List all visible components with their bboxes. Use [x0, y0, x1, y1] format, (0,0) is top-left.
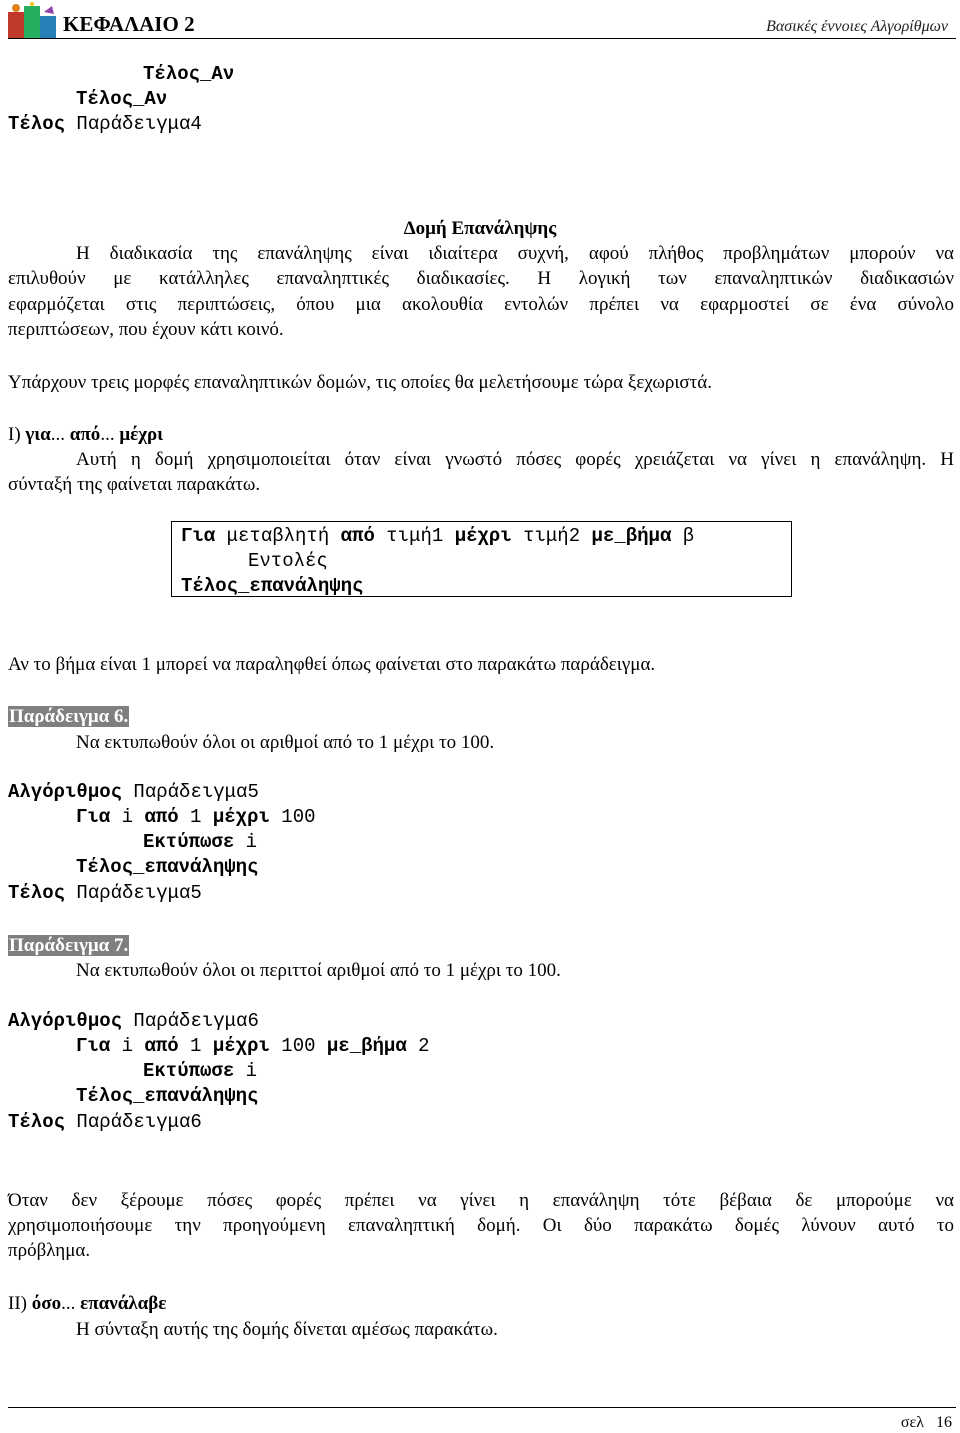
paragraph: Η σύνταξη αυτής της δομής δίνεται αμέσως παρακάτω.	[76, 1319, 498, 1340]
code-line	[143, 1059, 257, 1084]
keyword: από	[69, 424, 101, 445]
code-text: τιμή1	[374, 525, 455, 547]
code-keyword: Τέλος	[8, 1111, 66, 1133]
code-text: i	[234, 1060, 258, 1082]
paragraph-line: Αυτή η δομή χρησιμοποιείται όταν είναι γνωστό πόσες φορές χρειάζεται να γίνει η επανάληψη. Η	[76, 449, 954, 470]
paragraph: Υπάρχουν τρεις μορφές επαναληπτικών δομών, τις οποίες θα μελετήσουμε τώρα ξεχωριστά.	[8, 372, 713, 393]
page-value: 16	[936, 1414, 952, 1431]
ellipsis: ...	[50, 424, 70, 445]
code-text: Παράδειγμα5	[65, 882, 202, 904]
code-keyword: με_βήμα	[326, 1035, 407, 1057]
example-label	[8, 933, 129, 958]
example-task: Να εκτυπωθούν όλοι οι περιττοί αριθμοί από το 1 μέχρι το 100.	[76, 960, 561, 981]
keyword: μέχρι	[119, 424, 164, 445]
code-line: Τέλος_Αν	[76, 88, 168, 110]
ellipsis: ...	[100, 424, 120, 445]
code-keyword: με_βήμα	[591, 525, 672, 547]
paragraph-line: περιπτώσεων, που έχουν κάτι κοινό.	[8, 319, 284, 340]
code-text: i	[110, 1035, 145, 1057]
code-text: Παράδειγμα5	[122, 781, 259, 803]
code-keyword: από	[144, 1035, 179, 1057]
code-text: Παράδειγμα6	[65, 1111, 202, 1133]
code-line	[8, 1009, 259, 1034]
code-keyword: Για	[76, 806, 111, 828]
code-text: i	[110, 806, 145, 828]
paragraph-line: επιλυθούν με κατάλληλες επαναληπτικές διαδικασίες. Η λογική των επαναληπτικών διαδικασιών	[8, 268, 954, 289]
code-line	[8, 780, 259, 805]
subsection-heading	[8, 1291, 166, 1316]
code-text: 100	[269, 1035, 327, 1057]
code-keyword: Αλγόριθμος	[8, 781, 123, 803]
code-keyword: Τέλος	[8, 882, 66, 904]
code-keyword: μέχρι	[212, 806, 270, 828]
paragraph-line: εφαρμόζεται στις περιπτώσεις, όπου μια ακολουθία εντολών πρέπει να εφαρμοστεί σε ένα σύνολο	[8, 294, 954, 315]
code-text: τιμή2	[511, 525, 592, 547]
code-line: Τέλος_επανάληψης	[76, 1085, 259, 1107]
syntax-line	[181, 524, 694, 549]
keyword: όσο	[31, 1293, 62, 1314]
code-keyword: Εκτύπωσε	[143, 1060, 235, 1082]
paragraph-line: σύνταξή της φαίνεται παρακάτω.	[8, 474, 261, 495]
code-keyword: μέχρι	[454, 525, 512, 547]
code-text: 2	[406, 1035, 430, 1057]
code-line	[76, 805, 316, 830]
code-text: μεταβλητή	[215, 525, 341, 547]
code-line: Τέλος_επανάληψης	[76, 856, 259, 878]
code-line	[8, 112, 202, 137]
code-keyword: Για	[181, 525, 216, 547]
syntax-line: Τέλος_επανάληψης	[181, 575, 364, 597]
code-line	[76, 1034, 430, 1059]
footer-divider	[8, 1407, 956, 1408]
code-text: 1	[178, 1035, 213, 1057]
header-divider	[8, 38, 956, 39]
paragraph-line: Όταν δεν ξέρουμε πόσες φορές πρέπει να γίνει η επανάληψη τότε βέβαια δε μπορούμε να	[8, 1190, 954, 1211]
paragraph-line: χρησιμοποιήσουμε την προηγούμενη επαναληπτική δομή. Οι δύο παρακάτω δομές λύνουν αυτό το	[8, 1215, 954, 1236]
keyword: επανάλαβε	[80, 1293, 167, 1314]
syntax-line: Εντολές	[248, 550, 328, 572]
example-label-text: Παράδειγμα 6.	[9, 706, 129, 727]
page-label: σελ	[900, 1414, 924, 1431]
code-keyword: από	[340, 525, 375, 547]
paragraph-line: Η διαδικασία της επανάληψης είναι ιδιαίτερα συχνή, αφού πλήθος προβλημάτων μπορούν να	[76, 243, 954, 264]
paragraph-line: πρόβλημα.	[8, 1240, 91, 1261]
code-text: Παράδειγμα6	[122, 1010, 259, 1032]
code-line	[8, 881, 202, 906]
code-text: Παράδειγμα4	[65, 113, 202, 135]
section-heading: Δομή Επανάληψης	[403, 218, 557, 239]
paragraph: Αν το βήμα είναι 1 μπορεί να παραληφθεί όπως φαίνεται στο παρακάτω παράδειγμα.	[8, 654, 656, 675]
subsection-number: ΙΙ)	[8, 1293, 32, 1314]
code-keyword: Τέλος	[8, 113, 66, 135]
example-label	[8, 704, 129, 729]
code-text: i	[234, 831, 258, 853]
subsection-number: Ι)	[8, 424, 26, 445]
code-keyword: μέχρι	[212, 1035, 270, 1057]
section-title: Βασικές έννοιες Αλγορίθμων	[766, 18, 948, 35]
example-task: Να εκτυπωθούν όλοι οι αριθμοί από το 1 μέχρι το 100.	[76, 732, 495, 753]
ellipsis: ...	[61, 1293, 81, 1314]
code-keyword: Για	[76, 1035, 111, 1057]
code-line	[143, 830, 257, 855]
example-label-text: Παράδειγμα 7.	[9, 935, 129, 956]
logo-icon	[8, 2, 56, 38]
subsection-heading	[8, 422, 163, 447]
code-line	[8, 1110, 202, 1135]
code-keyword: από	[144, 806, 179, 828]
page-number	[901, 1413, 952, 1433]
code-text: β	[671, 525, 695, 547]
code-text: 1	[178, 806, 213, 828]
chapter-title: ΚΕΦΑΛΑΙΟ 2	[63, 12, 195, 36]
code-line: Τέλος_Αν	[143, 63, 235, 85]
code-text: 100	[269, 806, 316, 828]
code-keyword: Αλγόριθμος	[8, 1010, 123, 1032]
code-keyword: Εκτύπωσε	[143, 831, 235, 853]
keyword: για	[25, 424, 51, 445]
